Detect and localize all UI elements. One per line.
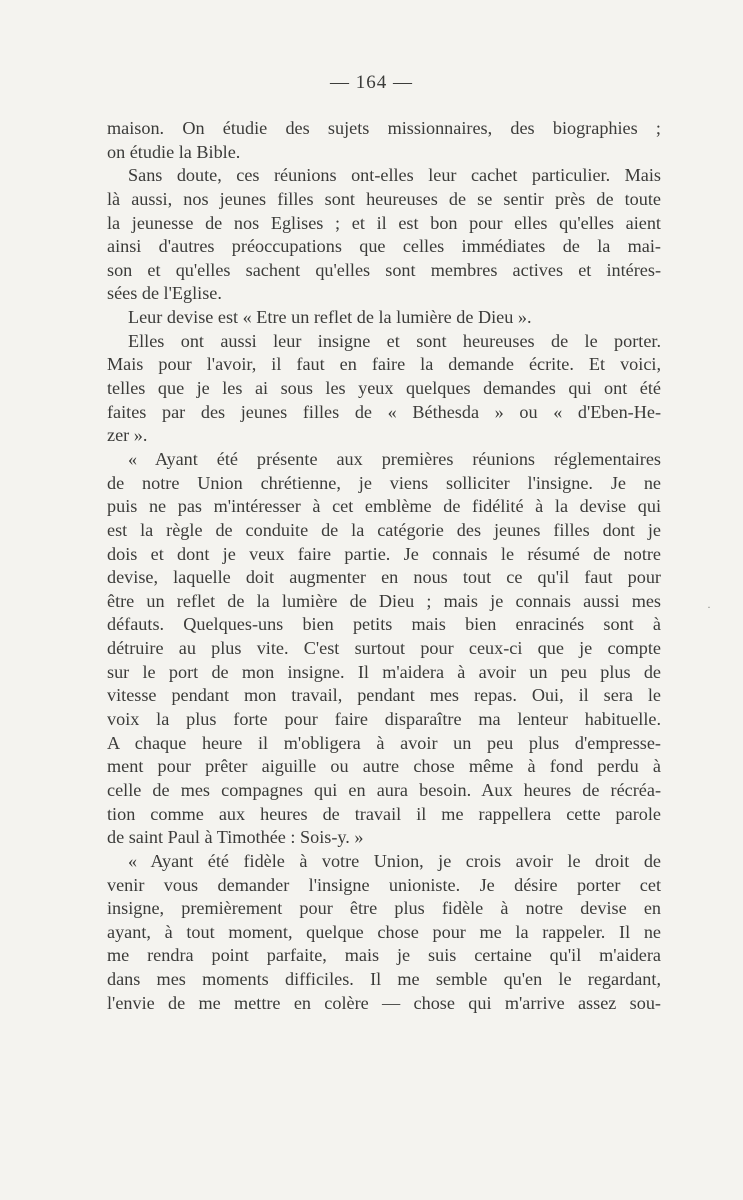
text-line: Leur devise est « Etre un reflet de la lumière de Dieu ». [128, 307, 532, 328]
text-line: voix la plus forte pour faire disparaître ma lenteur habituelle. [107, 709, 661, 730]
text-line: là aussi, nos jeunes filles sont heureuses de se sentir près de toute [107, 188, 661, 209]
text-line: dans mes moments difficiles. Il me semble qu'en le regardant, [107, 969, 661, 990]
text-line: on étudie la Bible. [107, 141, 241, 162]
text-line: A chaque heure il m'obligera à avoir un peu plus d'empresse- [107, 732, 661, 753]
text-line: ment pour prêter aiguille ou autre chose même à fond perdu à [107, 756, 661, 777]
text-line: ayant, à tout moment, quelque chose pour me la rappeler. Il ne [107, 921, 661, 942]
text-line: puis ne pas m'intéresser à cet emblème de fidélité à la devise qui [107, 496, 661, 517]
text-line: Elles ont aussi leur insigne et sont heureuses de le porter. [128, 330, 661, 351]
text-line: vitesse pendant mon travail, pendant mes repas. Oui, il sera le [107, 685, 661, 706]
text-line: sées de l'Eglise. [107, 283, 222, 304]
text-line: être un reflet de la lumière de Dieu ; mais je connais aussi mes [107, 590, 661, 611]
text-line: « Ayant été présente aux premières réunions réglementaires [128, 448, 661, 469]
text-line: me rendra point parfaite, mais je suis certaine qu'il m'aidera [107, 945, 661, 966]
text-line: celle de mes compagnes qui en aura besoin. Aux heures de récréa- [107, 779, 661, 800]
text-line: telles que je les ai sous les yeux quelques demandes qui ont été [107, 378, 661, 399]
text-line: détruire au plus vite. C'est surtout pour ceux-ci que je compte [107, 638, 661, 659]
text-line: Sans doute, ces réunions ont-elles leur cachet particulier. Mais [128, 165, 661, 186]
text-line: tion comme aux heures de travail il me rappellera cette parole [107, 803, 661, 824]
margin-speck: · [707, 600, 711, 614]
text-line: son et qu'elles sachent qu'elles sont membres actives et intéres- [107, 259, 661, 280]
body-text [107, 117, 661, 1015]
text-line: devise, laquelle doit augmenter en nous tout ce qu'il faut pour [107, 567, 661, 588]
text-line: Mais pour l'avoir, il faut en faire la demande écrite. Et voici, [107, 354, 661, 375]
text-line: zer ». [107, 425, 148, 446]
text-line: l'envie de me mettre en colère — chose qui m'arrive assez sou- [107, 992, 661, 1013]
text-line: venir vous demander l'insigne unioniste. Je désire porter cet [107, 874, 661, 895]
text-line: est la règle de conduite de la catégorie des jeunes filles dont je [107, 519, 661, 540]
text-line: insigne, premièrement pour être plus fidèle à notre devise en [107, 898, 661, 919]
text-line: la jeunesse de nos Eglises ; et il est bon pour elles qu'elles aient [107, 212, 661, 233]
text-line: de notre Union chrétienne, je viens solliciter l'insigne. Je ne [107, 472, 661, 493]
text-line: dois et dont je veux faire partie. Je connais le résumé de notre [107, 543, 661, 564]
text-line: « Ayant été fidèle à votre Union, je crois avoir le droit de [128, 850, 661, 871]
text-line: défauts. Quelques-uns bien petits mais bien enracinés sont à [107, 614, 661, 635]
text-line: ainsi d'autres préoccupations que celles immédiates de la mai- [107, 236, 661, 257]
page-number: — 164 — [330, 72, 413, 93]
text-line: faites par des jeunes filles de « Béthesda » ou « d'Eben-He- [107, 401, 661, 422]
text-line: maison. On étudie des sujets missionnaires, des biographies ; [107, 118, 661, 138]
text-line: sur le port de mon insigne. Il m'aidera à avoir un peu plus de [107, 661, 661, 682]
text-line: de saint Paul à Timothée : Sois-y. » [107, 827, 364, 848]
